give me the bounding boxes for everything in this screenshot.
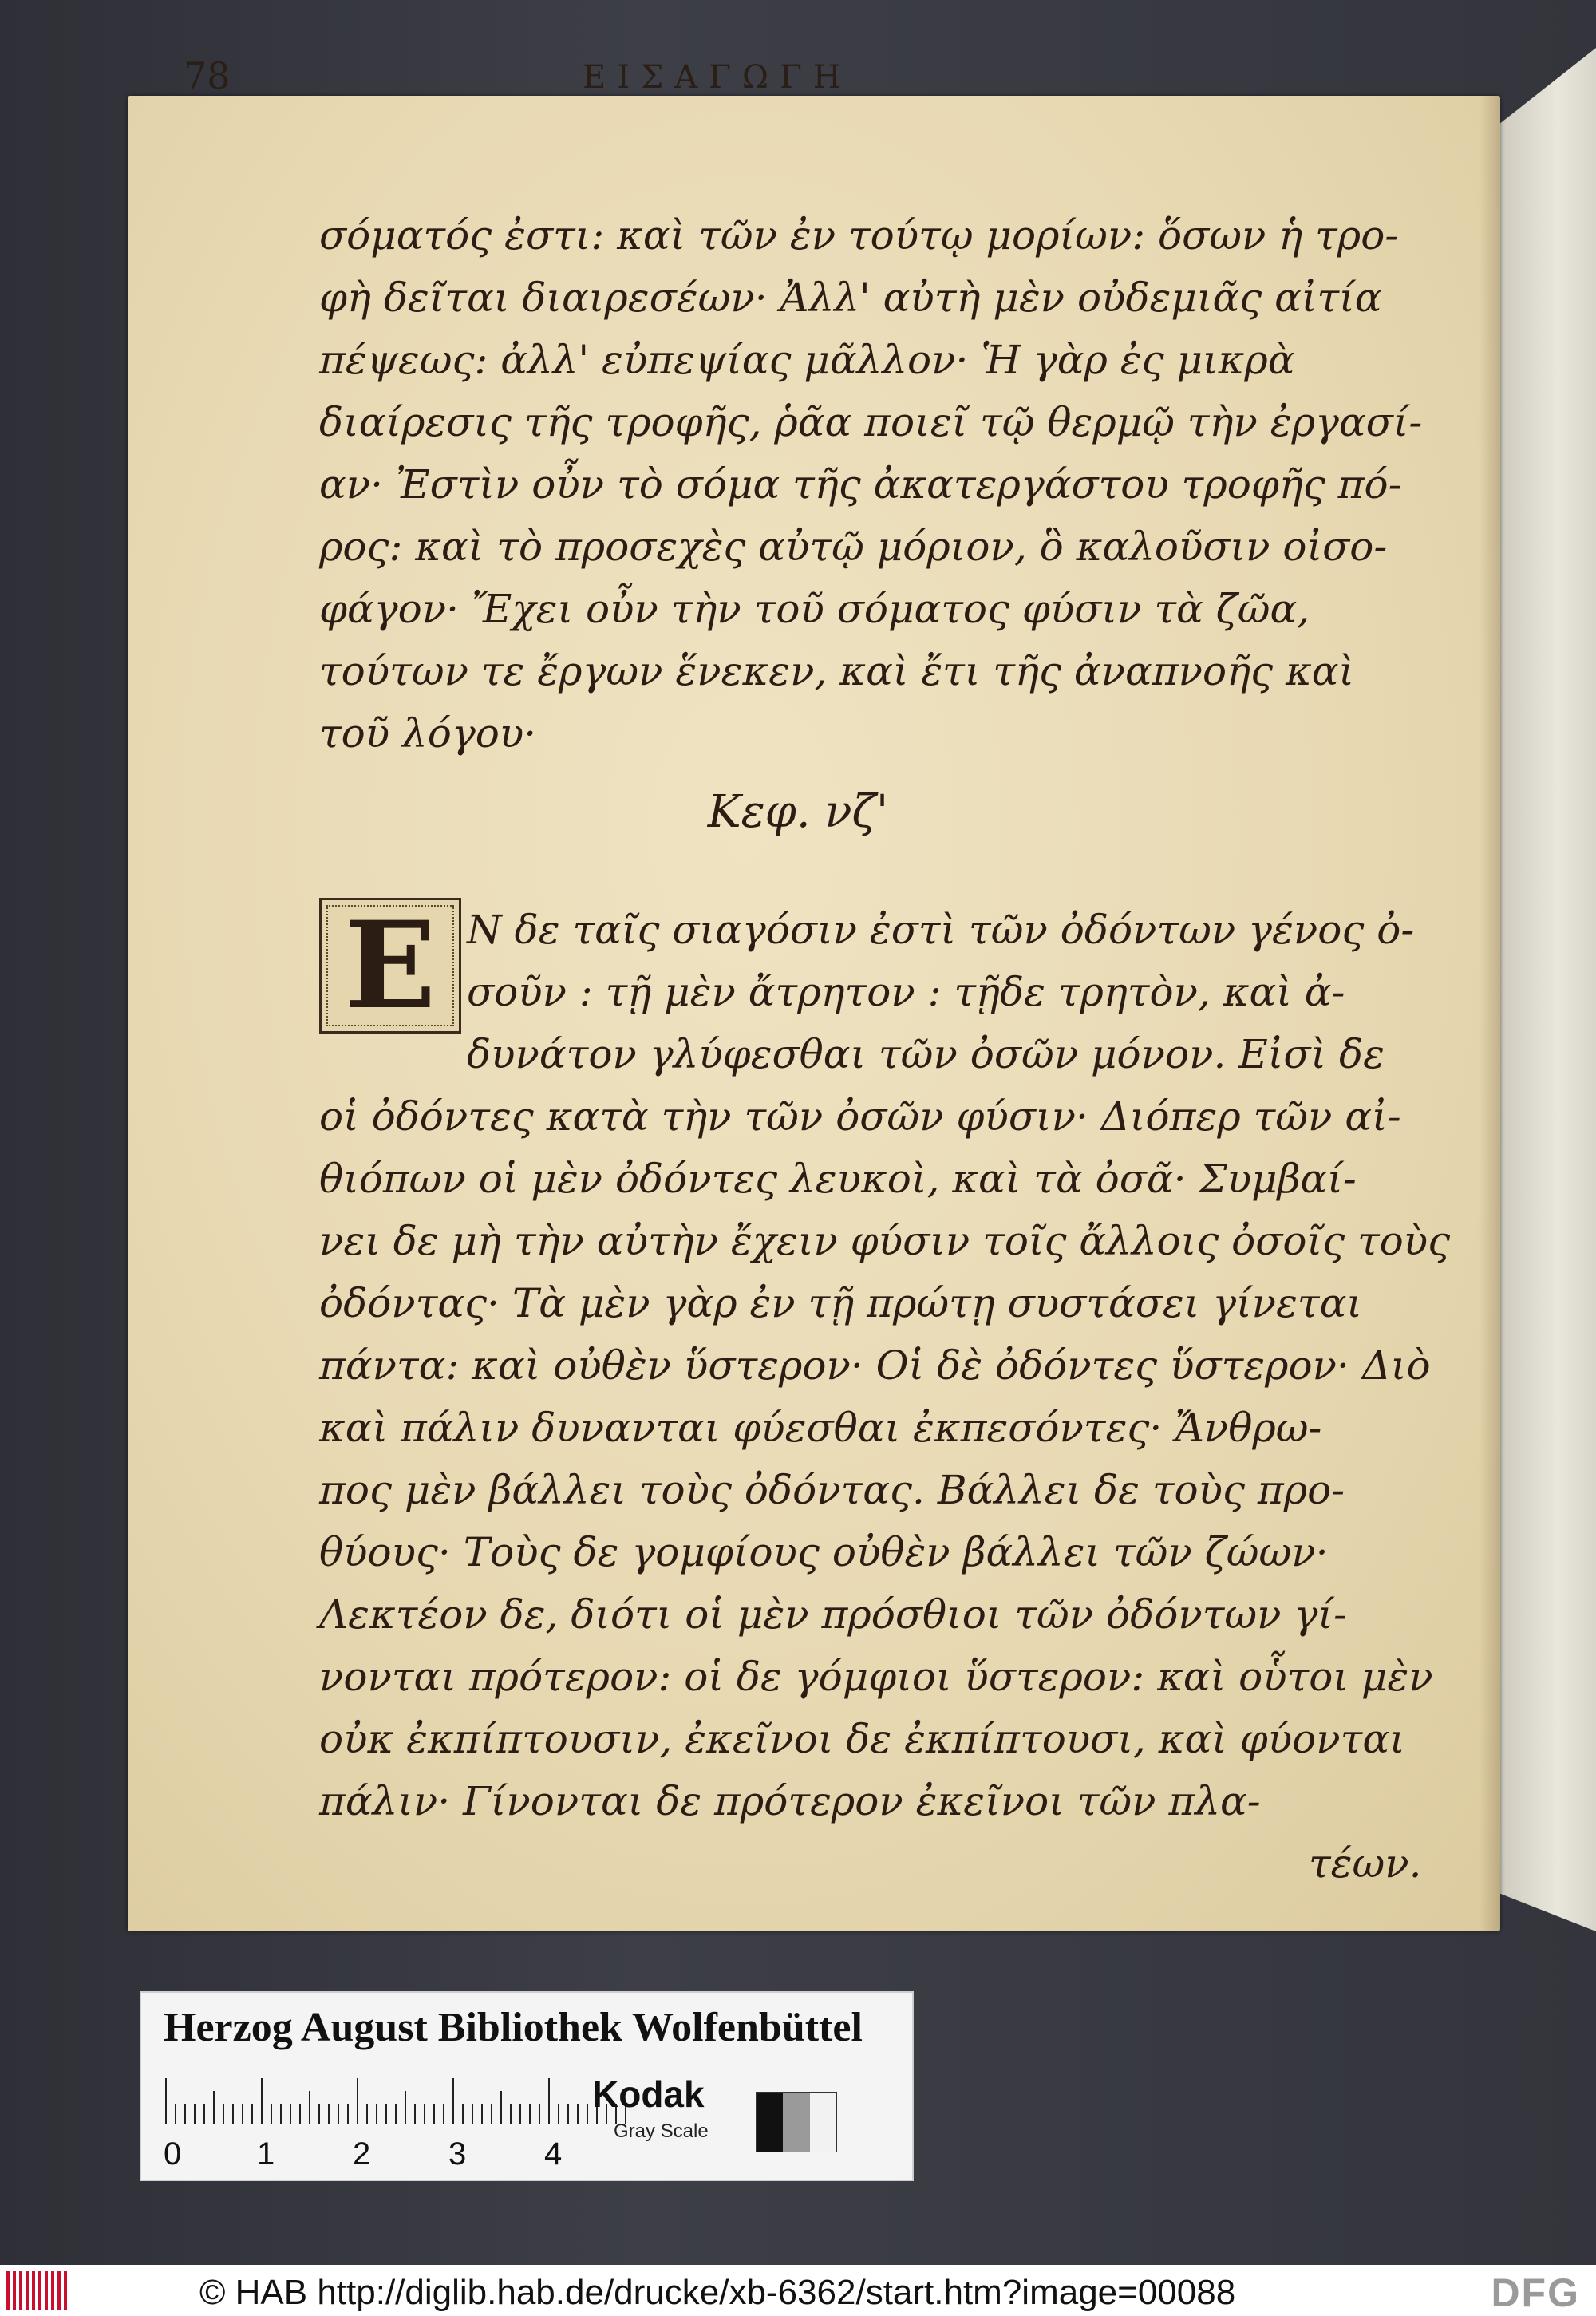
text-line: τέων. (1309, 1840, 1422, 1887)
ruler-tick (472, 2104, 473, 2124)
ruler-tick (271, 2104, 272, 2124)
text-line: φὴ δεῖται διαιρεσέων· Ἀλλ' αὐτὴ μὲν οὐδεμιᾶς αἰτία (319, 275, 1382, 321)
dfg-logo: DFG (1491, 2271, 1580, 2315)
text-line: Λεκτέον δε, διότι οἱ μὲν πρόσθιοι τῶν ὀδόντων γί- (319, 1591, 1347, 1638)
ruler-tick (309, 2091, 310, 2124)
text-line: πος μὲν βάλλει τοὺς ὀδόντας. Βάλλει δε τοὺς προ- (319, 1467, 1345, 1513)
gray-swatch (783, 2093, 809, 2152)
ruler-tick (452, 2078, 454, 2124)
institution-name: Herzog August Bibliothek Wolfenbüttel (164, 2005, 863, 2050)
text-line: θύους· Τοὺς δε γομφίους οὐθὲν βάλλει τῶν ζώων· (319, 1529, 1329, 1575)
ruler-tick (232, 2104, 234, 2124)
ruler-tick (510, 2104, 512, 2124)
ruler-tick (405, 2091, 406, 2124)
text-line: πάλιν· Γίνονται δε πρότερον ἐκεῖνοι τῶν πλα- (319, 1778, 1261, 1824)
ruler-tick (251, 2104, 253, 2124)
ruler-label: 0 (164, 2136, 182, 2172)
ruler-tick (366, 2104, 368, 2124)
text-line: τούτων τε ἔργων ἕνεκεν, καὶ ἔτι τῆς ἀναπνοῆς καὶ (319, 648, 1355, 694)
ruler-tick (328, 2104, 330, 2124)
ruler-tick (165, 2078, 167, 2124)
ruler-tick (481, 2104, 483, 2124)
ruler-tick (519, 2104, 521, 2124)
gray-swatch (757, 2093, 783, 2152)
text-line: ρος: καὶ τὸ προσεχὲς αὐτῷ μόριον, ὃ καλοῦσιν οἰσο- (319, 524, 1388, 570)
ruler-tick (424, 2104, 425, 2124)
ruler-tick (433, 2104, 435, 2124)
footer-bar (0, 2265, 1596, 2316)
decorated-initial (319, 895, 461, 1036)
ruler-tick (577, 2104, 579, 2124)
text-line: καὶ πάλιν δυνανται φύεσθαι ἐκπεσόντες· Ἄνθρω- (319, 1405, 1322, 1451)
text-line: θιόπων οἱ μὲν ὀδόντες λευκοὶ, καὶ τὰ ὀσᾶ· Συμβαί- (319, 1156, 1357, 1202)
text-line: τοῦ λόγου· (319, 710, 537, 757)
ruler-tick (242, 2104, 243, 2124)
running-head: ΕΙΣΑΓΩΓΗ (583, 59, 852, 96)
ruler-tick (385, 2104, 387, 2124)
ruler-tick (175, 2104, 176, 2124)
ruler-tick (529, 2104, 531, 2124)
ruler-tick (558, 2104, 559, 2124)
ruler-tick (338, 2104, 339, 2124)
facing-page-edge (1500, 48, 1596, 1931)
brand-subtitle: Gray Scale (614, 2120, 709, 2142)
gray-swatches (756, 2092, 837, 2152)
text-line: N δε ταῖς σιαγόσιν ἐστὶ τῶν ὀδόντων γένος ὀ- (467, 907, 1415, 953)
initial-letter: E (344, 895, 437, 1036)
ruler-tick (462, 2104, 464, 2124)
text-line: ὀδόντας· Τὰ μὲν γὰρ ἐν τῇ πρώτῃ συστάσει γίνεται (319, 1280, 1362, 1326)
ruler-tick (290, 2104, 291, 2124)
ruler-tick (203, 2104, 205, 2124)
ruler-label: 1 (257, 2136, 275, 2172)
scale-ruler (165, 2077, 644, 2124)
source-credit: © HAB http://diglib.hab.de/drucke/xb-6362/start.htm?image=00088 (200, 2273, 1236, 2312)
ruler-label: 4 (544, 2136, 563, 2172)
ruler-tick (539, 2104, 540, 2124)
ruler-tick (318, 2104, 320, 2124)
ruler-tick (357, 2078, 358, 2124)
text-line: αν· Ἐστὶν οὖν τὸ σόμα τῆς ἀκατεργάστου τροφῆς πό- (319, 461, 1402, 508)
ruler-tick (567, 2104, 569, 2124)
text-line: νει δε μὴ τὴν αὐτὴν ἔχειν φύσιν τοῖς ἄλλοις ὀσοῖς τοὺς (319, 1218, 1451, 1264)
page-number: 78 (184, 54, 231, 97)
text-line: σοῦν : τῇ μὲν ἄτρητον : τῇδε τρητὸν, καὶ ἀ- (467, 969, 1345, 1015)
ruler-tick (395, 2104, 397, 2124)
page-header (184, 48, 1365, 112)
ruler-tick (261, 2078, 263, 2124)
ruler-tick (443, 2104, 444, 2124)
text-line: δυνάτον γλύφεσθαι τῶν ὀσῶν μόνον. Εἰσὶ δε (467, 1031, 1385, 1077)
brand-name: Kodak (592, 2073, 705, 2115)
ruler-tick (213, 2091, 215, 2124)
ruler-tick (347, 2104, 349, 2124)
ruler-tick (184, 2104, 186, 2124)
text-line: πάντα: καὶ οὐθὲν ὕστερον· Οἱ δὲ ὀδόντες ὕστερον· Διὸ (319, 1342, 1431, 1389)
text-line: νονται πρότερον: οἱ δε γόμφιοι ὕστερον: καὶ οὗτοι μὲν (319, 1654, 1433, 1700)
ruler-tick (280, 2104, 282, 2124)
text-line: φάγον· Ἔχει οὖν τὴν τοῦ σόματος φύσιν τὰ ζῶα, (319, 586, 1310, 632)
ruler-tick (414, 2104, 416, 2124)
ruler-label: 2 (353, 2136, 371, 2172)
ruler-label: 3 (448, 2136, 467, 2172)
chapter-heading: Κεφ. νζ' (707, 786, 889, 838)
ruler-tick (194, 2104, 196, 2124)
ruler-tick (299, 2104, 301, 2124)
text-line: σόματός ἐστι: καὶ τῶν ἐν τούτῳ μορίων: ὅσων ἡ τρο- (319, 212, 1399, 259)
gray-swatch (810, 2093, 836, 2152)
ruler-tick (223, 2104, 224, 2124)
ruler-tick (587, 2104, 588, 2124)
ruler-tick (491, 2104, 492, 2124)
text-line: οἱ ὀδόντες κατὰ τὴν τῶν ὀσῶν φύσιν· Διόπερ τῶν αἰ- (319, 1093, 1401, 1140)
ruler-tick (500, 2091, 502, 2124)
text-line: πέψεως: ἀλλ' εὐπεψίας μᾶλλον· Ἡ γὰρ ἐς μικρὰ (319, 337, 1295, 383)
ruler-tick (376, 2104, 377, 2124)
barcode-icon (6, 2271, 69, 2310)
color-calibration-target (140, 1991, 914, 2181)
ruler-tick (548, 2078, 550, 2124)
text-line: διαίρεσις τῆς τροφῆς, ῥᾶα ποιεῖ τῷ θερμῷ τὴν ἐργασί- (319, 399, 1423, 445)
text-line: οὐκ ἐκπίπτουσιν, ἐκεῖνοι δε ἐκπίπτουσι, καὶ φύονται (319, 1716, 1405, 1762)
